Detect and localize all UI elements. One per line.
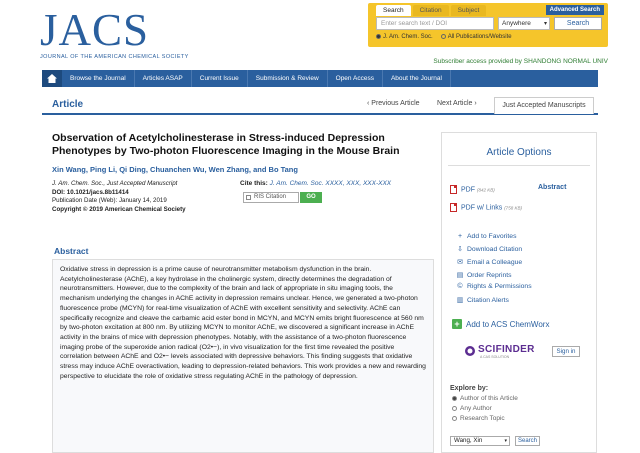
explore-search-button[interactable]: Search bbox=[515, 436, 540, 446]
site-header bbox=[0, 0, 640, 68]
tab-search[interactable]: Search bbox=[376, 5, 411, 16]
radio-icon bbox=[452, 416, 457, 421]
explore-opt-label: Research Topic bbox=[460, 415, 505, 422]
scope-all-label: All Publications/Website bbox=[447, 34, 512, 41]
scope-journal-label: J. Am. Chem. Soc. bbox=[383, 34, 433, 41]
scifinder-sign-in-button[interactable]: Sign in bbox=[552, 346, 580, 357]
action-label: Add to Favorites bbox=[467, 233, 517, 240]
scope-journal-radio[interactable] bbox=[376, 34, 433, 40]
explore-heading: Explore by: bbox=[450, 385, 489, 392]
scope-select[interactable] bbox=[498, 17, 550, 30]
scope-all-radio[interactable] bbox=[441, 34, 512, 40]
doi[interactable]: DOI: 10.1021/jacs.8b11414 bbox=[52, 188, 129, 196]
radio-icon bbox=[452, 406, 457, 411]
article-options-panel bbox=[441, 132, 597, 453]
plus-icon: + bbox=[452, 319, 462, 329]
publication-date: Publication Date (Web): January 14, 2019 bbox=[52, 197, 167, 204]
pdf-label: PDF bbox=[461, 186, 475, 194]
home-button[interactable] bbox=[42, 70, 62, 87]
journal-line: J. Am. Chem. Soc., Just Accepted Manuscript bbox=[52, 180, 178, 187]
pdf-icon bbox=[450, 203, 457, 212]
explore-opt-label: Any Author bbox=[460, 405, 492, 412]
logo-subtitle: JOURNAL OF THE AMERICAN CHEMICAL SOCIETY bbox=[40, 54, 189, 60]
just-accepted-tab[interactable]: Just Accepted Manuscripts bbox=[494, 97, 594, 114]
scifinder-icon bbox=[464, 345, 476, 357]
add-to-favorites-link[interactable] bbox=[456, 233, 517, 240]
radio-selected-icon bbox=[452, 396, 457, 401]
explore-opt-label: Author of this Article bbox=[460, 395, 518, 402]
abstract-thumbnail[interactable] bbox=[538, 195, 592, 255]
pdf-icon bbox=[450, 185, 457, 194]
cite-this bbox=[240, 180, 391, 187]
download-icon: ⇩ bbox=[457, 246, 463, 253]
action-label: Order Reprints bbox=[467, 272, 512, 279]
article-bar bbox=[42, 95, 598, 115]
abstract-text: Oxidative stress in depression is a prime cause of neurotransmitter metabolism dysfunction in the brain. Acetylcholinesterase (AChE), a key hydrolase in the cholinergic system, directly determines the degradation of neurotransmitters. However, due to the complexity of the brain and lack of appropriate in situ imaging tools, the mechanism underlying the changes in AChE activity in depression remains unclear. Hence, we generated a two-photon fluorescence probe (MCYN) for real-time visualization of AChE with excellent sensitivity and selectivity. AChE can specifically recognize and cleave the carbamic acid ester bond in MCYN, and MCYN emits bright fluorescence at 560 nm by two-photon excitation at 800 nm. By utilizing MCYN to monitor AChE, we discovered a significant increase in AChE activity in the brains of mice with depression phenotypes. Notably, with the assistance of a two-photon fluorescence imaging probe of the superoxide anion radical (O2•−), in vivo visualization for the first time revealed the positive correlation between AChE and O2•− levels associated with depressive behaviors. This finding suggests that oxidative stress may induce AChE overactivation, leading to depression-related behaviors. This work provides a new and rewarding perspective to elucidate the role of oxidative stress regulating AChE in the pathology of depression. bbox=[52, 259, 434, 453]
reprint-icon: ▤ bbox=[456, 272, 464, 279]
citation-format-label: RIS Citation bbox=[254, 194, 287, 200]
explore-select-value: Wang, Xin bbox=[454, 437, 483, 444]
article-section-label: Article bbox=[52, 99, 84, 110]
subscriber-notice: Subscriber access provided by SHANDONG NORMAL UNIV bbox=[433, 58, 608, 65]
plus-icon: + bbox=[457, 233, 463, 240]
search-input[interactable]: Enter search text / DOI bbox=[376, 17, 494, 30]
search-tabs bbox=[376, 5, 486, 16]
go-button[interactable]: GO bbox=[300, 192, 322, 203]
advanced-search-link[interactable]: Advanced Search bbox=[546, 5, 604, 15]
rights-permissions-link[interactable] bbox=[456, 283, 532, 290]
action-label: Email a Colleague bbox=[467, 259, 523, 266]
abstract-thumb-label: Abstract bbox=[538, 184, 567, 191]
pdf-link[interactable] bbox=[450, 185, 495, 194]
nav-current-issue[interactable]: Current Issue bbox=[192, 70, 248, 87]
article-meta bbox=[52, 180, 186, 214]
action-label: Rights & Permissions bbox=[467, 283, 532, 290]
email-icon: ✉ bbox=[457, 259, 463, 266]
citation-alerts-link[interactable] bbox=[456, 296, 509, 304]
action-label: Download Citation bbox=[467, 246, 523, 253]
pdf-links-size: (758 KB) bbox=[504, 205, 522, 211]
scifinder-name: SCIFINDER bbox=[478, 344, 535, 355]
article-authors[interactable]: Xin Wang, Ping Li, Qi Ding, Chuanchen Wu, Wen Zhang, and Bo Tang bbox=[52, 165, 298, 174]
logo-letters: JACS bbox=[40, 5, 150, 55]
tab-subject[interactable]: Subject bbox=[451, 5, 487, 16]
email-colleague-link[interactable] bbox=[456, 258, 522, 266]
search-scope-options bbox=[376, 34, 512, 40]
search-panel bbox=[368, 3, 608, 47]
order-reprints-link[interactable] bbox=[456, 271, 512, 279]
copyright: Copyright © 2019 American Chemical Society bbox=[52, 205, 186, 213]
nav-browse[interactable]: Browse the Journal bbox=[62, 70, 135, 87]
scifinder-subtitle: A CAS SOLUTION bbox=[480, 355, 510, 359]
abstract-heading: Abstract bbox=[54, 246, 89, 256]
search-button[interactable]: Search bbox=[554, 17, 602, 30]
add-to-chemworx-button[interactable] bbox=[452, 319, 549, 329]
chevron-down-icon: ▾ bbox=[504, 438, 507, 444]
cite-reference: J. Am. Chem. Soc. XXXX, XXX, XXX-XXX bbox=[269, 180, 392, 187]
ris-icon bbox=[246, 195, 251, 200]
article-title: Observation of Acetylcholinesterase in Stress-induced Depression Phenotypes by Two-photon Fluorescence Imaging in the Mouse Brain bbox=[52, 132, 400, 157]
main-nav bbox=[42, 70, 598, 87]
divider bbox=[448, 165, 590, 166]
cite-label: Cite this: bbox=[240, 180, 268, 187]
nav-asap[interactable]: Articles ASAP bbox=[135, 70, 192, 87]
explore-topic-radio[interactable] bbox=[452, 415, 505, 422]
chevron-down-icon: ▾ bbox=[543, 21, 547, 27]
explore-author-select[interactable] bbox=[450, 436, 510, 446]
home-icon bbox=[47, 74, 57, 83]
citation-format-select[interactable] bbox=[243, 192, 299, 203]
jacs-logo[interactable] bbox=[40, 6, 189, 60]
chemworx-label: Add to ACS ChemWorx bbox=[466, 320, 550, 329]
alert-icon: ▥ bbox=[456, 297, 464, 304]
copyright-icon: © bbox=[457, 283, 463, 290]
nav-open-access[interactable]: Open Access bbox=[328, 70, 383, 87]
download-citation-link[interactable] bbox=[456, 245, 522, 253]
explore-any-author-radio[interactable] bbox=[452, 405, 492, 412]
action-label: Citation Alerts bbox=[467, 297, 509, 304]
scope-select-value: Anywhere bbox=[502, 20, 531, 27]
pdf-links-label: PDF w/ Links bbox=[461, 204, 503, 212]
pdf-links-link[interactable] bbox=[450, 203, 522, 212]
pdf-size: (842 KB) bbox=[476, 187, 495, 193]
radio-icon bbox=[441, 34, 446, 39]
article-options-heading: Article Options bbox=[486, 147, 552, 158]
scifinder-logo[interactable] bbox=[464, 343, 535, 361]
explore-author-radio[interactable] bbox=[452, 395, 518, 402]
nav-submission[interactable]: Submission & Review bbox=[248, 70, 328, 87]
nav-about[interactable]: About the Journal bbox=[383, 70, 451, 87]
previous-article-link[interactable]: ‹ Previous Article bbox=[367, 100, 420, 107]
tab-citation[interactable]: Citation bbox=[413, 5, 449, 16]
next-article-link[interactable]: Next Article › bbox=[437, 100, 477, 107]
radio-selected-icon bbox=[376, 34, 381, 39]
